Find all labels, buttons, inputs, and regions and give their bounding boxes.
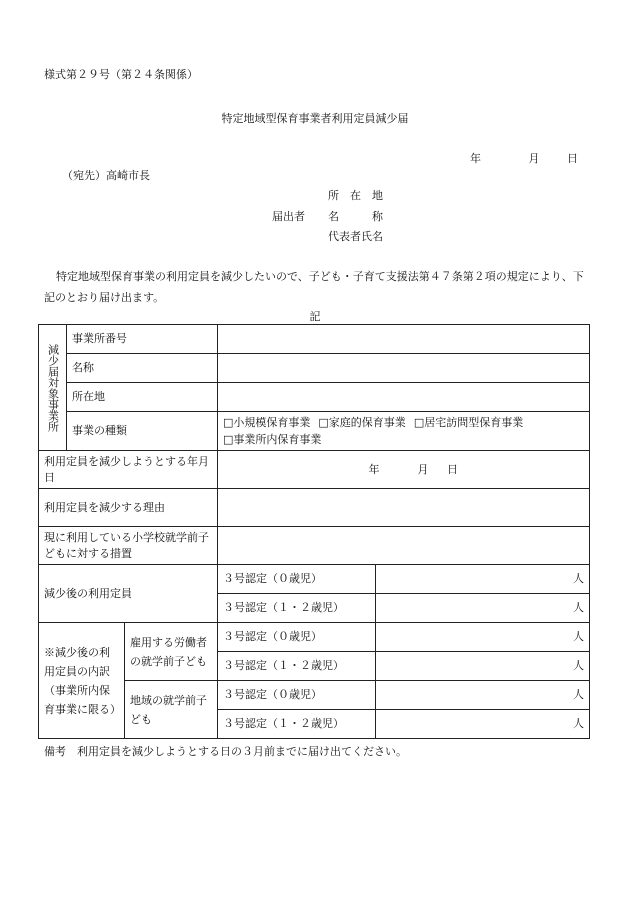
table-row [39, 489, 590, 527]
checkbox-small-scale[interactable]: □小規模保育事業 [223, 416, 311, 429]
office-number-field[interactable] [218, 325, 590, 354]
breakdown-label: ※減少後の利用定員の内訳（事業所内保育事業に限る） [39, 623, 125, 739]
target-office-header: 減少届対象事業所 [39, 325, 67, 451]
submission-date [470, 150, 578, 166]
table-row [39, 325, 590, 354]
regional-12-field[interactable]: 人 [376, 710, 590, 739]
cert-0-label: ３号認定（０歳児） [218, 681, 376, 710]
addressee: （宛先）高崎市長 [62, 169, 150, 182]
reduce-date-field[interactable] [218, 451, 590, 489]
table-row [39, 623, 590, 652]
applicant-label: 届出者 [272, 210, 305, 223]
table-row [39, 527, 590, 565]
ki-heading: 記 [309, 310, 321, 323]
applicant-name-label: 名 称 [328, 210, 383, 223]
checkbox-home-visit[interactable]: □居宅訪問型保育事業 [413, 416, 524, 429]
employed-12-field[interactable]: 人 [376, 652, 590, 681]
employed-0-field[interactable]: 人 [376, 623, 590, 652]
checkbox-workplace[interactable]: □事業所内保育事業 [223, 433, 322, 446]
form-number: 様式第２９号（第２４条関係） [44, 68, 198, 81]
location-field[interactable] [218, 383, 590, 412]
table-row [39, 383, 590, 412]
date-day: 日 [567, 152, 578, 165]
name-field[interactable] [218, 354, 590, 383]
measures-label: 現に利用している小学校就学前子どもに対する措置 [39, 527, 218, 565]
after-capacity-0-field[interactable]: 人 [376, 565, 590, 594]
table-row [39, 565, 590, 594]
regional-0-field[interactable]: 人 [376, 681, 590, 710]
date-year: 年 [470, 152, 481, 165]
table-row [39, 451, 590, 489]
measures-field[interactable] [218, 527, 590, 565]
cert-12-label: ３号認定（１・２歳児） [218, 710, 376, 739]
cert-12-label: ３号認定（１・２歳児） [218, 652, 376, 681]
checkbox-home-based[interactable]: □家庭的保育事業 [318, 416, 406, 429]
table-row [39, 412, 590, 451]
business-type-label: 事業の種類 [67, 412, 218, 451]
reduce-date-day: 日 [447, 462, 458, 476]
location-label: 所在地 [67, 383, 218, 412]
cert-0-label: ３号認定（０歳児） [218, 623, 376, 652]
name-label: 名称 [67, 354, 218, 383]
after-capacity-label: 減少後の利用定員 [39, 565, 218, 623]
employed-children-label: 雇用する労働者の就学前子ども [125, 623, 218, 681]
business-type-options [218, 412, 590, 451]
form-table [38, 324, 590, 739]
cert-0-label: ３号認定（０歳児） [218, 565, 376, 594]
remarks-note: 備考 利用定員を減少しようとする日の３月前までに届け出てください。 [44, 745, 407, 758]
reason-label: 利用定員を減少する理由 [39, 489, 218, 527]
applicant-address-label: 所 在 地 [328, 189, 383, 202]
date-month: 月 [528, 152, 540, 165]
reduce-date-year: 年 [368, 462, 380, 476]
after-capacity-12-field[interactable]: 人 [376, 594, 590, 623]
reason-field[interactable] [218, 489, 590, 527]
table-row [39, 354, 590, 383]
cert-12-label: ３号認定（１・２歳児） [218, 594, 376, 623]
regional-children-label: 地域の就学前子ども [125, 681, 218, 739]
reduce-date-month: 月 [417, 462, 429, 476]
intro-text: 特定地域型保育事業の利用定員を減少したいので、子ども・子育て支援法第４７条第２項の規定により、下記のとおり届け出ます。 [44, 270, 584, 304]
office-number-label: 事業所番号 [67, 325, 218, 354]
form-title: 特定地域型保育事業者利用定員減少届 [221, 112, 409, 125]
reduce-date-label: 利用定員を減少しようとする年月日 [39, 451, 218, 489]
applicant-representative-label: 代表者氏名 [328, 230, 383, 243]
